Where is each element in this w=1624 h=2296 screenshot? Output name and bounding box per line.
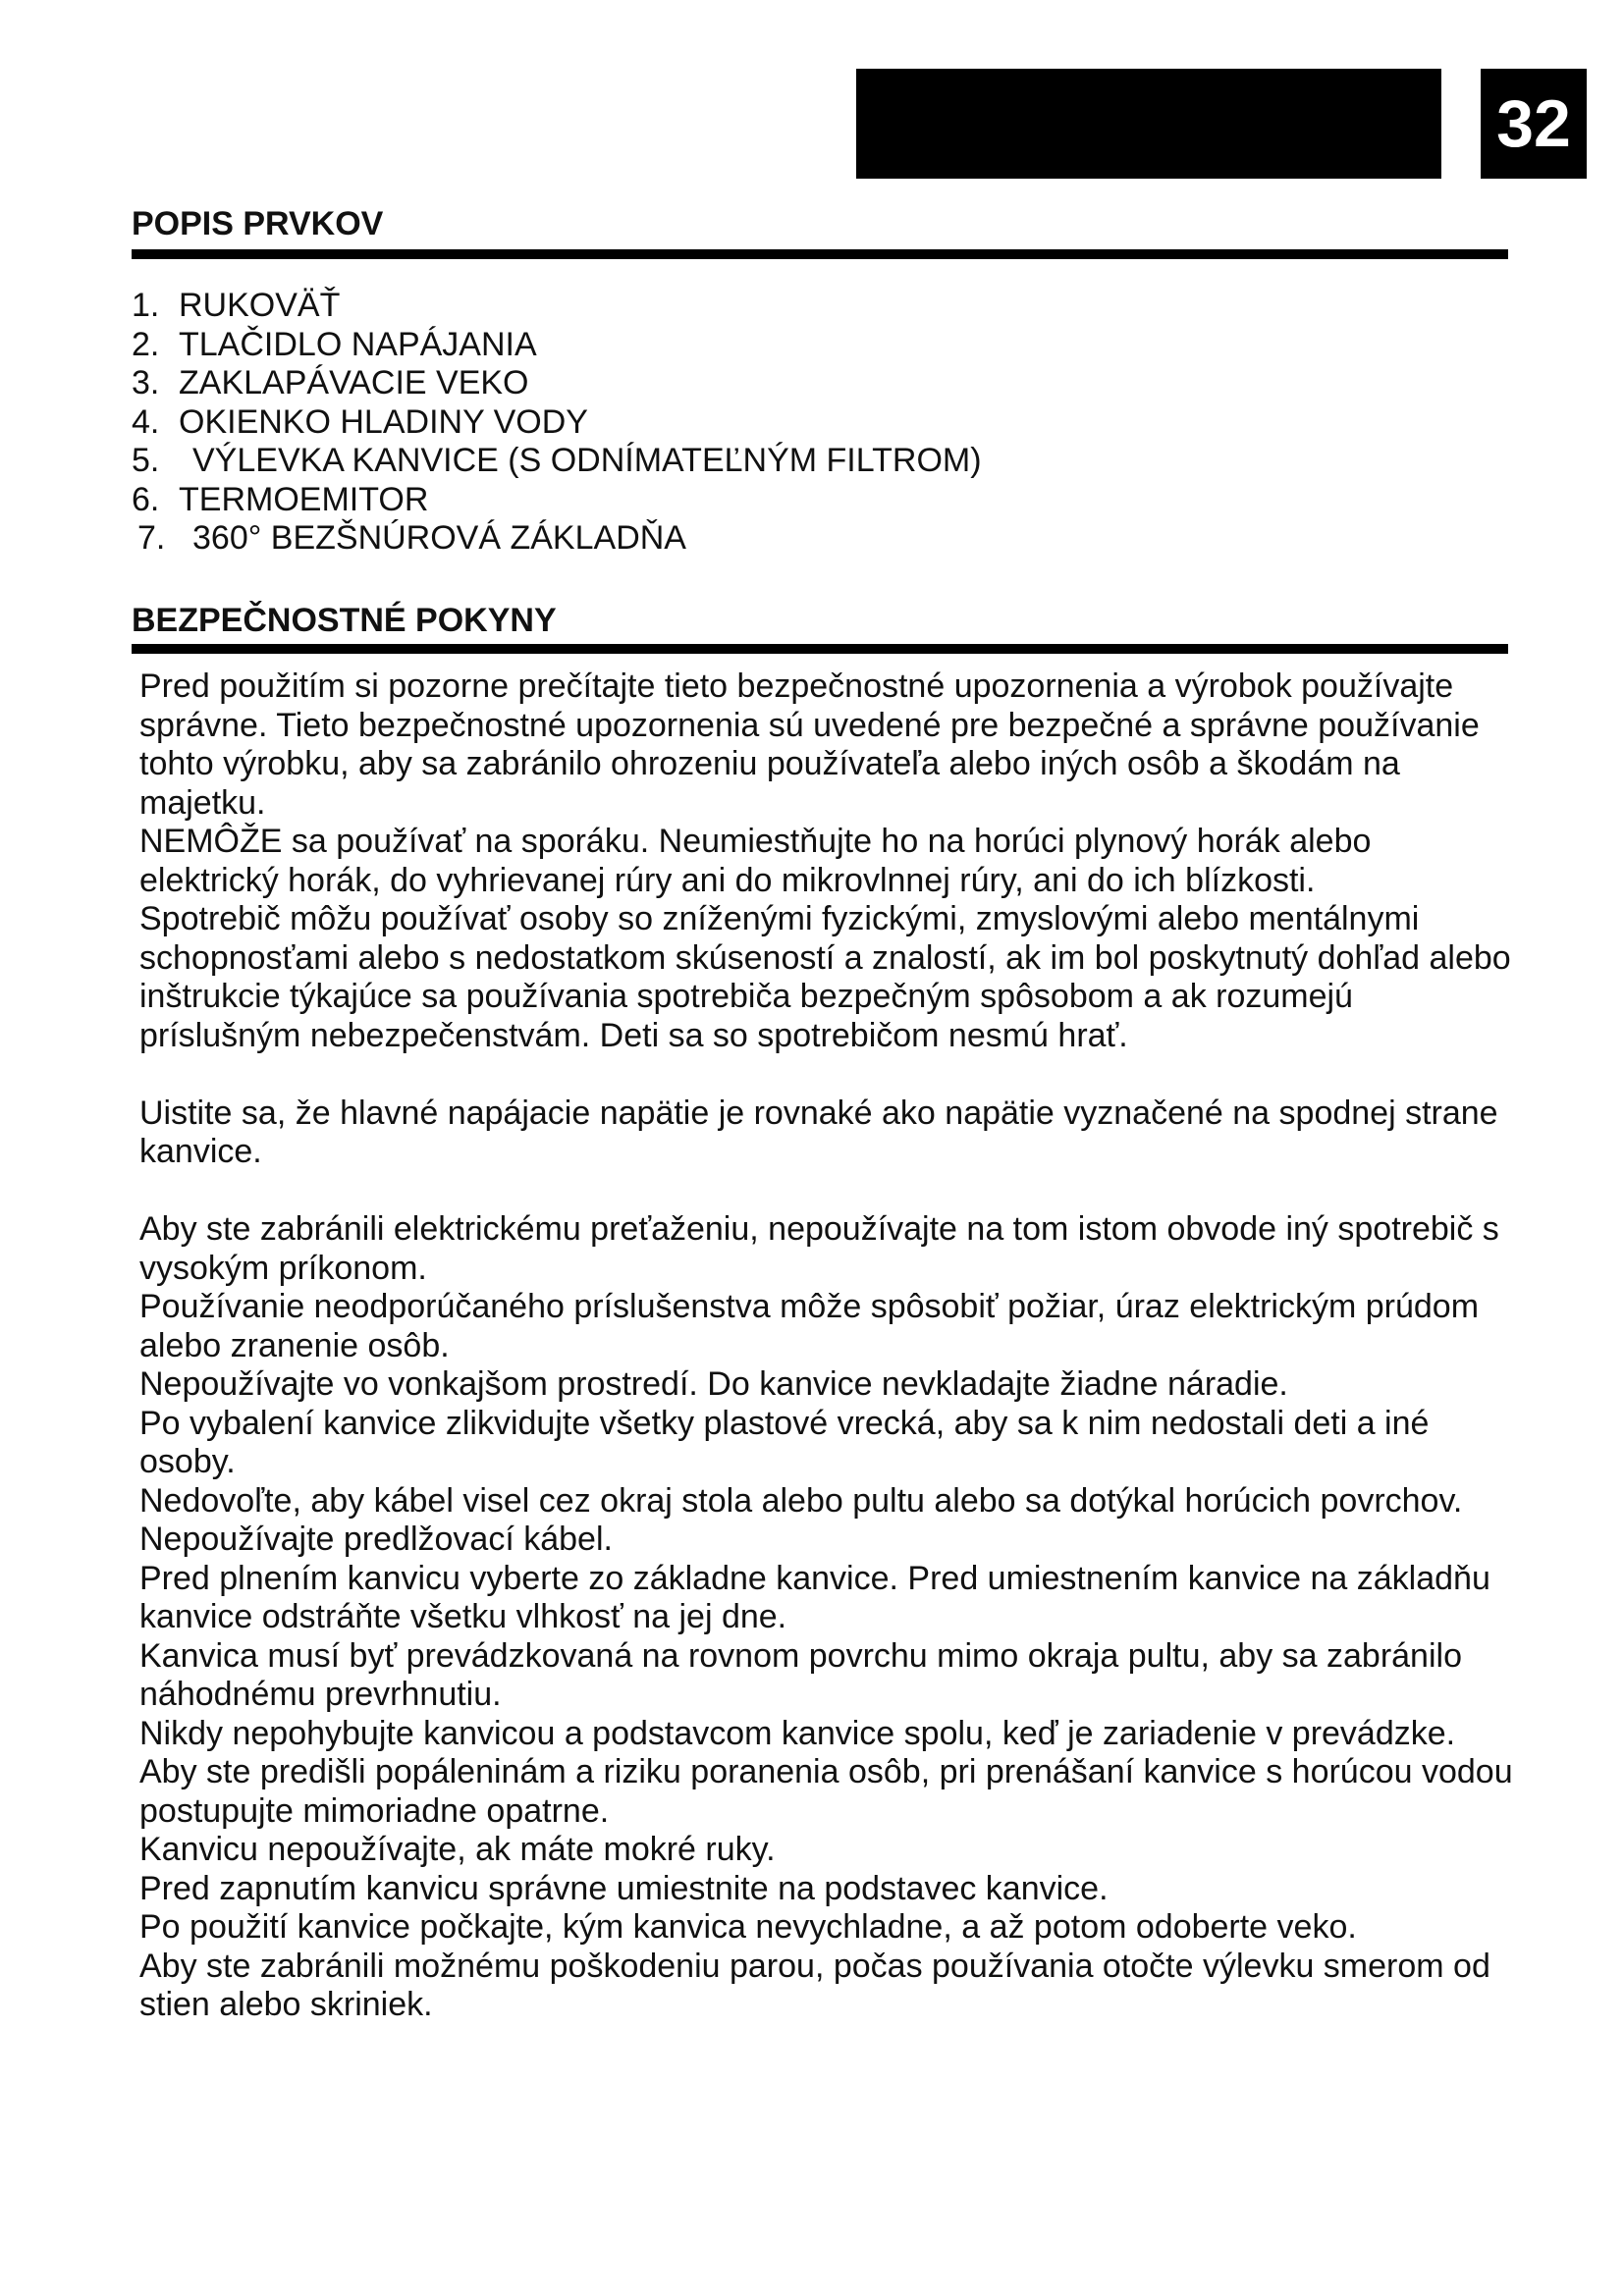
- section-title-safety: BEZPEČNOSTNÉ POKYNY: [132, 602, 557, 639]
- paragraph: Uistite sa, že hlavné napájacie napätie je rovnaké ako napätie vyznačené na spodnej strane kanvice.: [139, 1094, 1498, 1170]
- paragraph: NEMÔŽE sa používať na sporáku. Neumiestňujte ho na horúci plynový horák alebo elektrický horák, do vyhrievanej rúry ani do mikrovlnnej rúry, ani do ich blízkosti.: [139, 823, 1372, 899]
- safety-instructions: [139, 667, 1514, 2025]
- list-item: 5. VÝLEVKA KANVICE (S ODNÍMATEĽNÝM FILTROM): [132, 442, 982, 479]
- list-item: 1. RUKOVÄŤ: [132, 287, 341, 324]
- paragraph: Spotrebič môžu používať osoby so zníženými fyzickými, zmyslovými alebo mentálnymi schopnosťami alebo s nedostatkom skúseností a znalostí, ak im bol poskytnutý dohľad alebo inštrukcie týkajúce sa používania spotrebiča bezpečným spôsobom a ak rozumejú príslušným nebezpečenstvám. Deti sa so spotrebičom nesmú hrať.: [139, 900, 1511, 1054]
- paragraph: Nikdy nepohybujte kanvicou a podstavcom kanvice spolu, keď je zariadenie v prevádzke.: [139, 1714, 1456, 1752]
- paragraph: Pred plnením kanvicu vyberte zo základne kanvice. Pred umiestnením kanvice na základňu kanvice odstráňte všetku vlhkosť na jej dne.: [139, 1559, 1490, 1635]
- header-bar: [856, 69, 1441, 179]
- list-item: 4. OKIENKO HLADINY VODY: [132, 402, 588, 441]
- paragraph: Aby ste zabránili možnému poškodeniu parou, počas používania otočte výlevku smerom od stien alebo skriniek.: [139, 1947, 1490, 2023]
- paragraph: Používanie neodporúčaného príslušenstva môže spôsobiť požiar, úraz elektrickým prúdom alebo zranenie osôb.: [139, 1288, 1480, 1364]
- list-item: 3. ZAKLAPÁVACIE VEKO: [132, 364, 529, 401]
- list-item: 2. TLAČIDLO NAPÁJANIA: [132, 325, 537, 363]
- page-number: 32: [1481, 69, 1587, 179]
- paragraph: Aby ste predišli popáleninám a riziku poranenia osôb, pri prenášaní kanvice s horúcou vodou postupujte mimoriadne opatrne.: [139, 1753, 1513, 1830]
- section-title-elements: POPIS PRVKOV: [132, 205, 384, 242]
- element-list: [132, 287, 982, 559]
- list-item: 6. TERMOEMITOR: [132, 480, 429, 518]
- paragraph: Kanvica musí byť prevádzkovaná na rovnom povrchu mimo okraja pultu, aby sa zabránilo náhodnému prevrhnutiu.: [139, 1636, 1462, 1713]
- paragraph: Nedovoľte, aby kábel visel cez okraj stola alebo pultu alebo sa dotýkal horúcich povrchov. Nepoužívajte predlžovací kábel.: [139, 1481, 1463, 1558]
- paragraph: Po použití kanvice počkajte, kým kanvica nevychladne, a až potom odoberte veko.: [139, 1908, 1357, 1946]
- list-item: 7. 360° BEZŠNÚROVÁ ZÁKLADŇA: [137, 519, 686, 557]
- paragraph: Kanvicu nepoužívajte, ak máte mokré ruky.: [139, 1831, 776, 1868]
- paragraph: Nepoužívajte vo vonkajšom prostredí. Do kanvice nevkladajte žiadne náradie.: [139, 1365, 1288, 1403]
- paragraph: Aby ste zabránili elektrickému preťaženiu, nepoužívajte na tom istom obvode iný spotrebič s vysokým príkonom.: [139, 1210, 1499, 1287]
- section-rule-elements: [132, 249, 1508, 259]
- paragraph: Pred zapnutím kanvicu správne umiestnite na podstavec kanvice.: [139, 1869, 1109, 1907]
- paragraph: Pred použitím si pozorne prečítajte tieto bezpečnostné upozornenia a výrobok používajte správne. Tieto bezpečnostné upozornenia sú uvedené pre bezpečné a správne používanie tohto výrobku, aby sa zabránilo ohrozeniu používateľa alebo iných osôb a škodám na majetku.: [139, 667, 1480, 822]
- section-rule-safety: [132, 644, 1508, 654]
- paragraph: Po vybalení kanvice zlikvidujte všetky plastové vrecká, aby sa k nim nedostali deti a iné osoby.: [139, 1404, 1430, 1480]
